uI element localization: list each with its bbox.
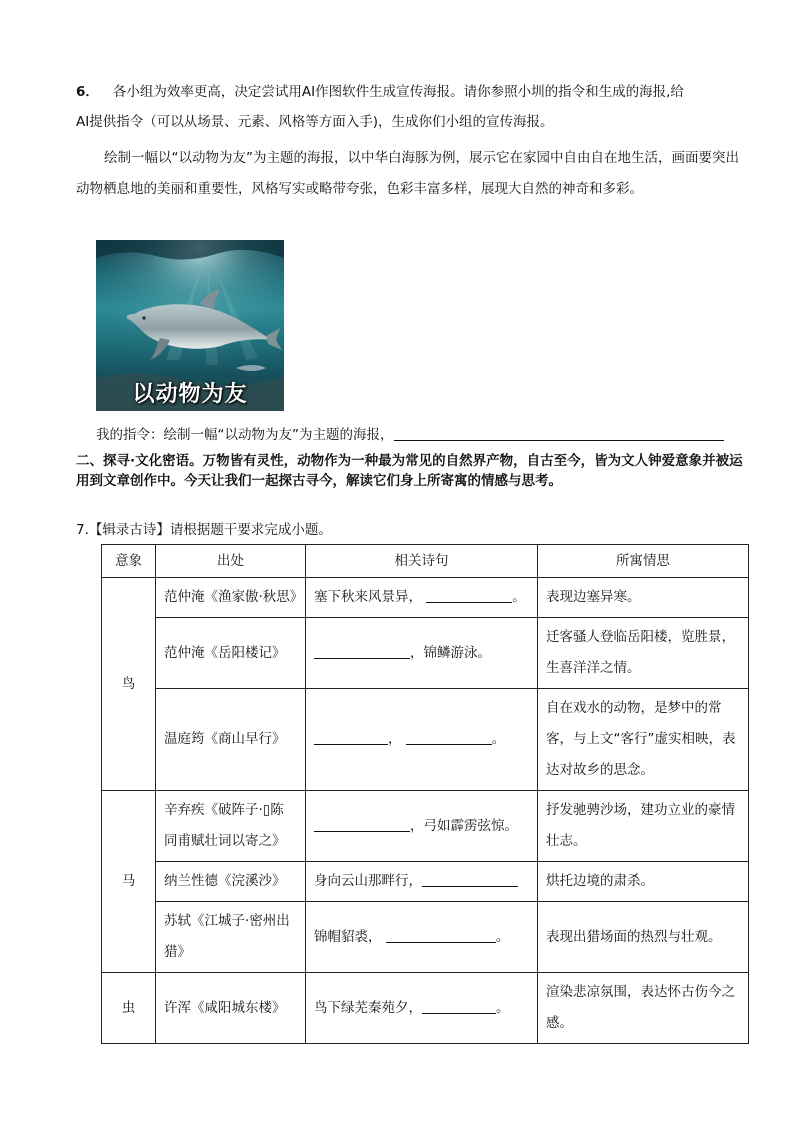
header-image: 意象 (102, 545, 156, 578)
header-source: 出处 (156, 545, 306, 578)
verse-text: ， (388, 731, 402, 747)
meaning-cell: 表现边塞异寒。 (538, 578, 749, 618)
source-cell: 苏轼《江城子·密州出猎》 (156, 902, 306, 973)
table-header-row (102, 545, 749, 578)
verse-blank[interactable] (422, 872, 518, 887)
source-cell: 辛弃疾《破阵子·▯陈同甫赋壮词以寄之》 (156, 791, 306, 862)
verse-blank[interactable] (426, 588, 512, 603)
verse-cell (306, 791, 538, 862)
verse-text: 塞下秋来风景异， (314, 589, 422, 605)
verse-text: 。 (496, 999, 510, 1016)
meaning-cell: 渲染悲凉氛围，表达怀古伤今之感。 (538, 973, 749, 1044)
header-meaning: 所寓情思 (538, 545, 749, 578)
source-cell: 许浑《咸阳城东楼》 (156, 973, 306, 1044)
meaning-cell: 抒发驰骋沙场，建功立业的豪情壮志。 (538, 791, 749, 862)
verse-text: 鸟下绿芜秦苑夕， (314, 999, 422, 1016)
instruction-answer-blank[interactable] (394, 426, 724, 441)
q6-number: 6． (76, 84, 99, 100)
table-row (102, 689, 749, 791)
source-cell: 范仲淹《岳阳楼记》 (156, 618, 306, 689)
verse-blank[interactable] (386, 928, 496, 943)
table-row (102, 618, 749, 689)
image-cell-insect: 虫 (102, 973, 156, 1044)
dolphin-poster-image (96, 240, 284, 411)
table-row (102, 791, 749, 862)
verse-text: 。 (512, 589, 526, 605)
section-2-heading: 二、探寻·文化密语。万物皆有灵性，动物作为一种最为常见的自然界产物，自古至今，皆为文人钟爱意象并被运用到文章创作中。今天让我们一起探古寻今，解读它们身上所寄寓的情感与思考。 (76, 453, 743, 489)
example-instruction: 绘制一幅以“以动物为友”为主题的海报，以中华白海豚为例，展示它在家园中自由自在地生活，画面要突出动物栖息地的美丽和重要性，风格写实或略带夸张，色彩丰富多样，展现大自然的神奇和多彩。 (76, 150, 739, 197)
poetry-table (101, 544, 749, 1044)
source-cell: 纳兰性德《浣溪沙》 (156, 862, 306, 902)
verse-cell (306, 618, 538, 689)
q6-line-1 (76, 82, 756, 102)
table-row (102, 578, 749, 618)
source-cell: 范仲淹《渔家傲·秋思》 (156, 578, 306, 618)
verse-blank[interactable] (406, 730, 492, 745)
meaning-cell: 烘托边境的肃杀。 (538, 862, 749, 902)
meaning-cell: 迁客骚人登临岳阳楼，览胜景，生喜洋洋之情。 (538, 618, 749, 689)
q6-text-1: 各小组为效率更高，决定尝试用AI作图软件生成宣传海报。请你参照小圳的指令和生成的海报,给 (112, 84, 684, 100)
verse-text: ，锦鳞游泳。 (410, 644, 491, 661)
verse-text: 。 (491, 731, 506, 747)
verse-cell (306, 862, 538, 902)
q7-prompt: 7.【辑录古诗】请根据题干要求完成小题。 (76, 522, 332, 538)
verse-text: 锦帽貂裘， (314, 928, 382, 945)
verse-cell (306, 578, 538, 618)
verse-cell (306, 689, 538, 791)
header-verse: 相关诗句 (306, 545, 538, 578)
source-cell: 温庭筠《商山早行》 (156, 689, 306, 791)
q6-line-2: AI提供指令（可以从场景、元素、风格等方面入手)，生成你们小组的宣传海报。 (76, 114, 554, 130)
verse-blank[interactable] (314, 730, 388, 745)
table-row (102, 973, 749, 1044)
instruction-prefix: 我的指令：绘制一幅“以动物为友”为主题的海报， (96, 427, 394, 443)
table-row (102, 862, 749, 902)
image-cell-horse: 马 (102, 791, 156, 973)
verse-blank[interactable] (314, 817, 410, 832)
verse-text: 。 (495, 928, 510, 945)
verse-blank[interactable] (422, 999, 496, 1014)
poster-title: 以动物为友 (132, 382, 248, 407)
table-row (102, 902, 749, 973)
my-instruction (96, 425, 756, 445)
verse-blank[interactable] (314, 644, 410, 659)
verse-text: 身向云山那畔行， (314, 873, 422, 889)
verse-cell (306, 973, 538, 1044)
image-cell-bird: 鸟 (102, 578, 156, 791)
verse-cell (306, 902, 538, 973)
verse-text: ，弓如霹雳弦惊。 (410, 817, 518, 834)
meaning-cell: 自在戏水的动物，是梦中的常客，与上文“客行”虚实相映，表达对故乡的思念。 (538, 689, 749, 791)
meaning-cell: 表现出猎场面的热烈与壮观。 (538, 902, 749, 973)
